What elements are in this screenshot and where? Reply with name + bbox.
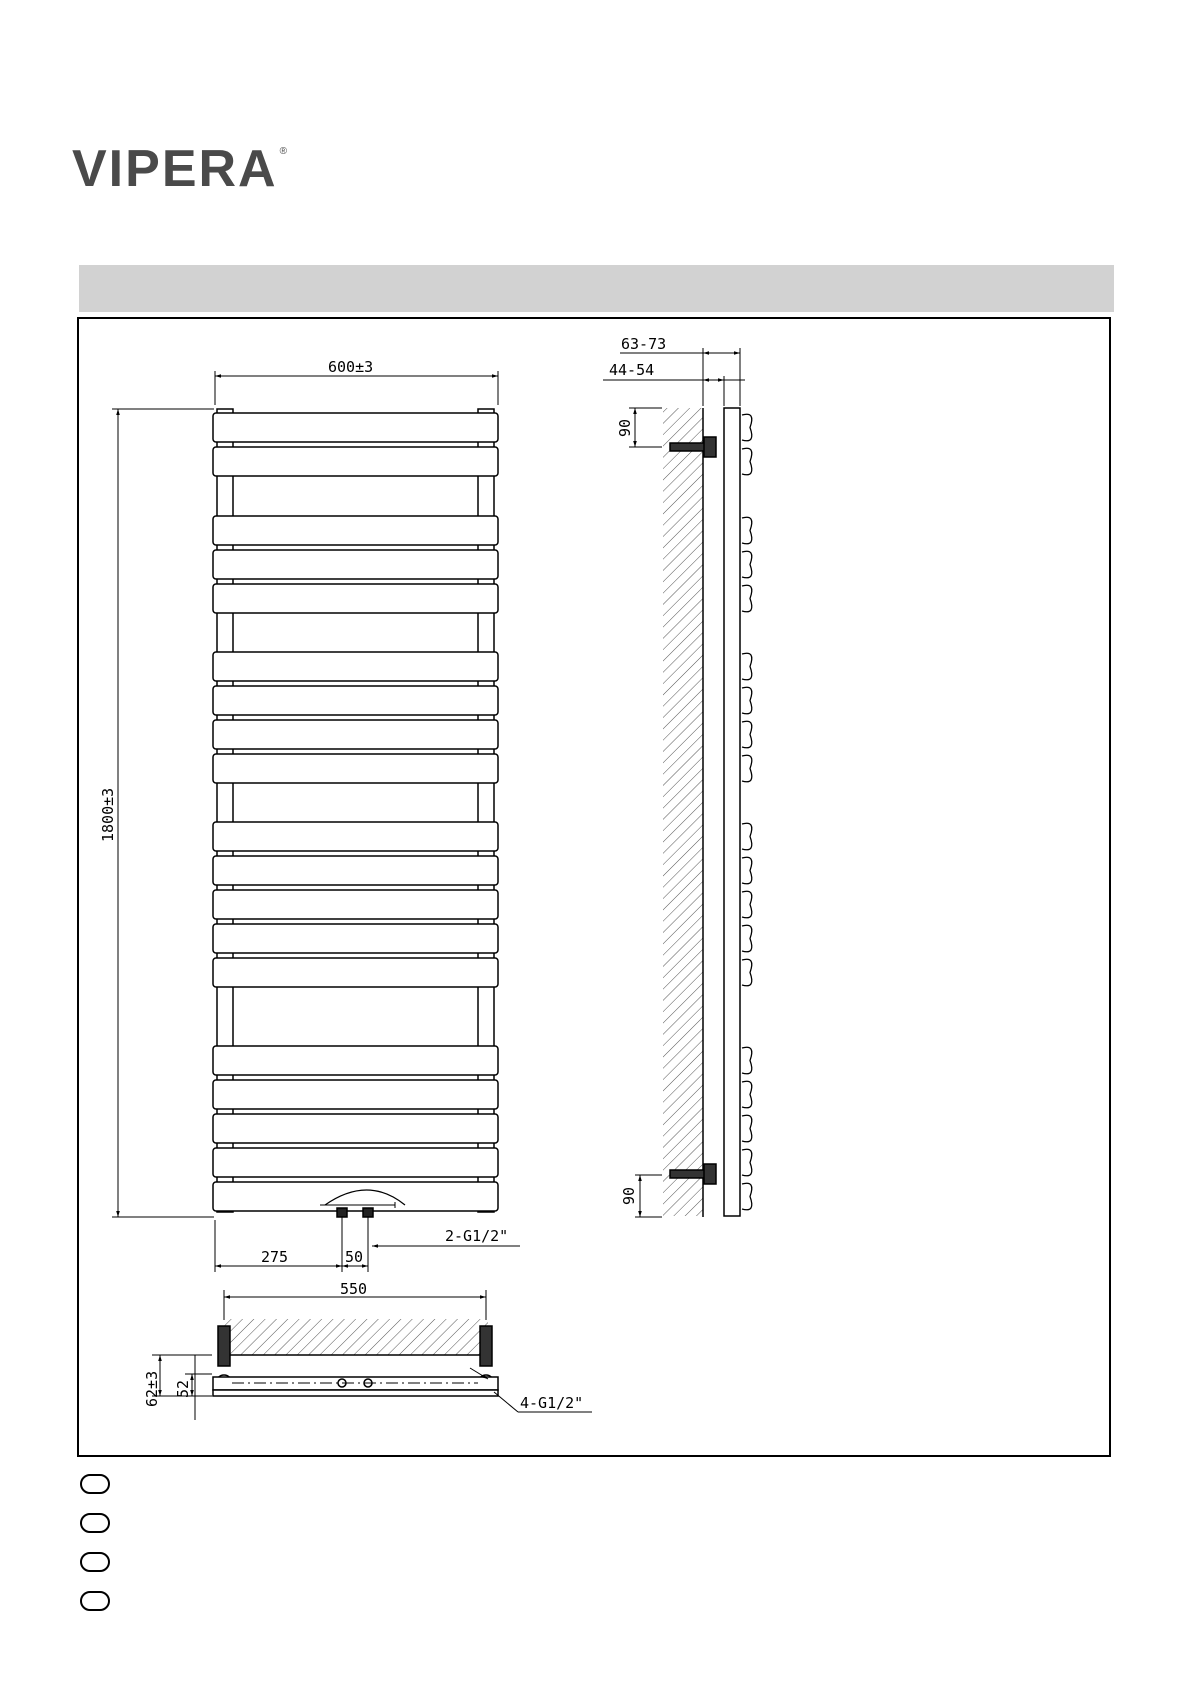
side-fin (742, 517, 752, 544)
brand-name: VIPERA (72, 140, 278, 198)
side-fins (742, 414, 752, 1210)
depth-outer-label: 63-73 (621, 335, 667, 353)
bracket-span-label: 550 (340, 1280, 368, 1298)
plan-inner-label: 52 (174, 1379, 192, 1398)
side-fin (742, 721, 752, 748)
front-height-label: 1800±3 (99, 787, 117, 842)
radiator-bars (213, 413, 498, 1211)
radiator-bar (213, 1080, 498, 1109)
radiator-bar (213, 652, 498, 681)
radiator-bar (213, 924, 498, 953)
front-view (213, 409, 498, 1243)
side-fin (742, 551, 752, 578)
side-fin (742, 959, 752, 986)
radiator-bar (213, 1182, 498, 1211)
radiator-bar (213, 1148, 498, 1177)
language-badge (80, 1474, 110, 1494)
radiator-bar (213, 720, 498, 749)
language-badge (80, 1591, 110, 1611)
radiator-bar (213, 958, 498, 987)
front-connection-label: 2-G1/2" (445, 1227, 509, 1245)
side-fin (742, 1115, 752, 1142)
plan-connection-label: 4-G1/2" (520, 1394, 584, 1412)
radiator-bar (213, 754, 498, 783)
radiator-bar (213, 856, 498, 885)
side-collector (724, 408, 740, 1216)
side-fin (742, 653, 752, 680)
side-fin (742, 1081, 752, 1108)
radiator-bar (213, 516, 498, 545)
side-fin (742, 687, 752, 714)
radiator-bar (213, 890, 498, 919)
radiator-bar (213, 447, 498, 476)
valve-right (363, 1208, 373, 1217)
language-badge (80, 1552, 110, 1572)
side-fin (742, 1183, 752, 1210)
side-view (663, 408, 752, 1217)
radiator-bar (213, 413, 498, 442)
registered-mark: ® (279, 146, 289, 157)
side-fin (742, 925, 752, 952)
front-width-label: 600±3 (328, 358, 374, 376)
depth-inner-label: 44-54 (609, 361, 655, 379)
radiator-bar (213, 550, 498, 579)
side-fin (742, 823, 752, 850)
bracket-bottom-label: 90 (620, 1186, 638, 1205)
plan-wall-hatch (223, 1319, 488, 1355)
radiator-bar (213, 1046, 498, 1075)
plan-bracket-left (218, 1326, 230, 1366)
plan-bracket-right (480, 1326, 492, 1366)
side-fin (742, 448, 752, 475)
radiator-bar (213, 686, 498, 715)
wall-hatch (663, 408, 703, 1216)
valve-spacing-label: 50 (345, 1248, 364, 1266)
radiator-bar (213, 822, 498, 851)
side-fin (742, 1047, 752, 1074)
side-fin (742, 585, 752, 612)
plan-depth-label: 62±3 (143, 1370, 161, 1407)
offset-label: 275 (261, 1248, 289, 1266)
radiator-bar (213, 1114, 498, 1143)
side-fin (742, 891, 752, 918)
side-fin (742, 1149, 752, 1176)
language-badge (80, 1513, 110, 1533)
plan-connection-leader (494, 1392, 518, 1412)
radiator-bar (213, 584, 498, 613)
valve-left (337, 1208, 347, 1217)
plan-view (213, 1319, 498, 1396)
side-fin (742, 755, 752, 782)
side-fin (742, 857, 752, 884)
side-fin (742, 414, 752, 441)
bracket-top-label: 90 (616, 418, 634, 437)
